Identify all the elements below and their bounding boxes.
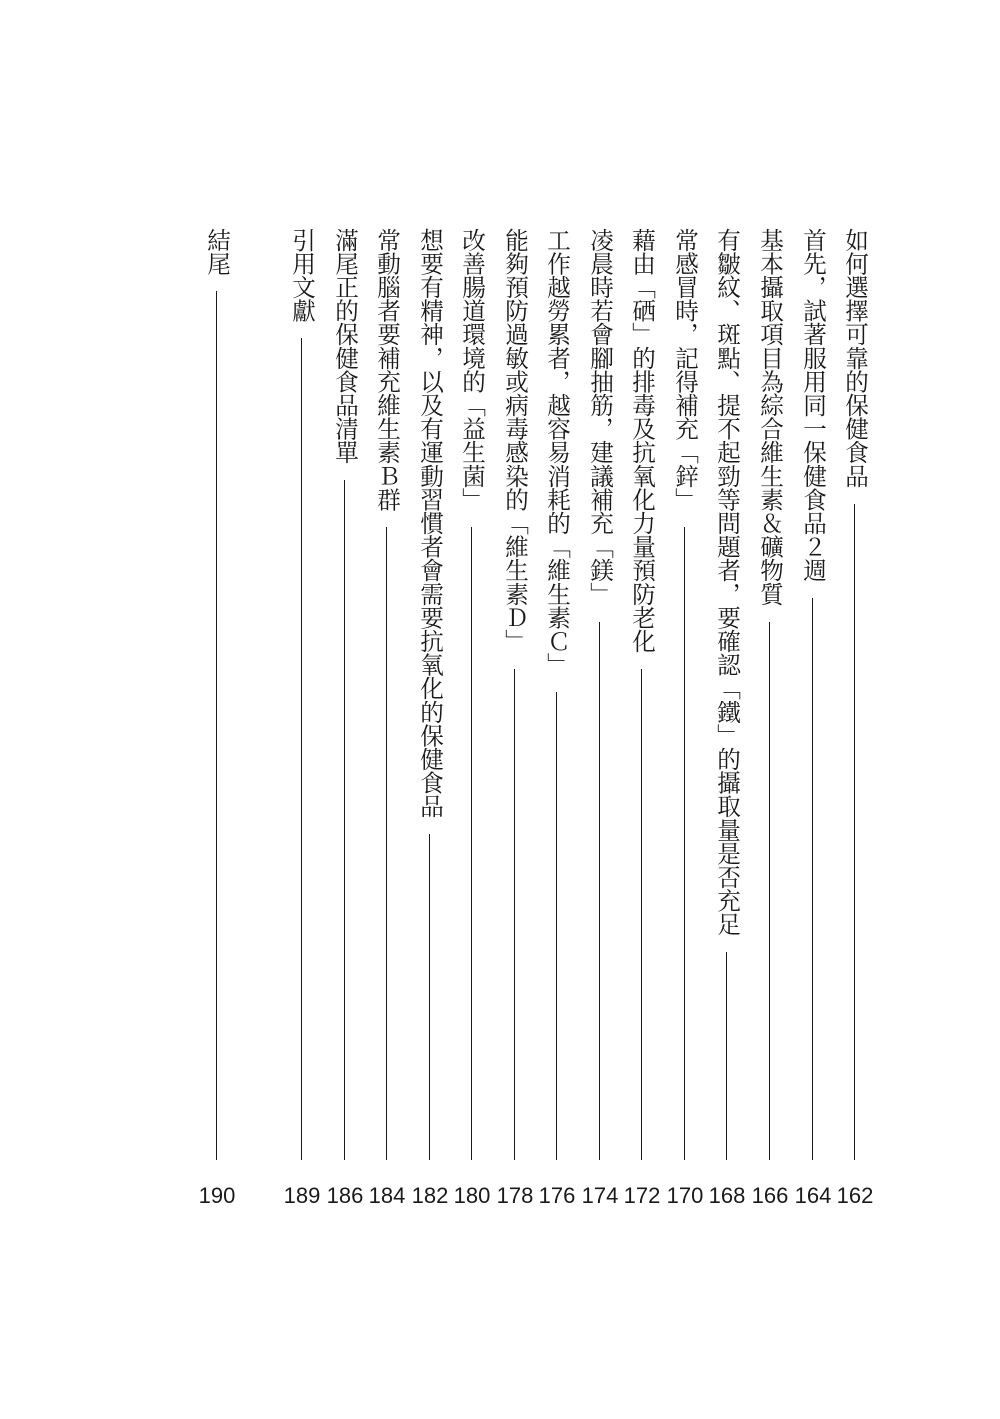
toc-entry[interactable] [581,228,619,1208]
toc-entry-title: 常動腦者要補充維生素Ｂ群 [373,228,401,512]
toc-entry[interactable] [496,228,534,1208]
toc-entry[interactable] [411,228,449,1208]
toc-entry-title: 有皺紋、斑點、提不起勁等問題者，要確認「鐵」的攝取量是否充足 [713,228,741,936]
toc-leader-line [344,480,345,1160]
toc-leader-line [556,692,557,1160]
toc-entry[interactable] [198,228,236,1208]
toc-entry[interactable] [623,228,661,1208]
toc-entry-title: 想要有精神，以及有運動習慣者會需要抗氧化的保健食品 [416,228,444,818]
toc-entry-title: 改善腸道環境的「益生菌」 [458,228,486,512]
toc-entry[interactable] [708,228,746,1208]
toc-page-number: 164 [794,1183,832,1208]
toc-entry[interactable] [794,228,832,1208]
toc-entry[interactable] [283,228,321,1208]
toc-leader-line [301,338,302,1160]
toc-entry-title: 藉由「硒」的排毒及抗氧化力量預防老化 [628,228,656,653]
toc-leader-line [471,527,472,1160]
toc-page-number: 162 [836,1183,874,1208]
toc-page-number: 172 [623,1183,661,1208]
toc-leader-line [599,622,600,1160]
toc-page-number: 180 [453,1183,491,1208]
toc-leader-line [429,834,430,1160]
toc-entry[interactable] [836,228,874,1208]
toc-entry[interactable] [326,228,364,1208]
toc-entry-title: 滿尾正的保健食品清單 [331,228,359,464]
toc-leader-line [386,527,387,1160]
toc-leader-line [514,669,515,1160]
toc-page-number: 178 [496,1183,534,1208]
toc-leader-line [684,527,685,1160]
toc-entry-title: 如何選擇可靠的保健食品 [841,228,869,488]
toc-leader-line [726,952,727,1160]
toc-page-number: 168 [708,1183,746,1208]
toc-entry-title: 首先，試著服用同一保健食品２週 [799,228,827,582]
toc-leader-line [854,504,855,1160]
toc-entry-title: 工作越勞累者，越容易消耗的「維生素Ｃ」 [543,228,571,677]
toc-page-number: 170 [666,1183,704,1208]
toc-entry[interactable] [368,228,406,1208]
toc-page-number: 166 [751,1183,789,1208]
toc-entry-title: 常感冒時，記得補充「鋅」 [671,228,699,512]
toc-entry[interactable] [751,228,789,1208]
toc-entry-title: 引用文獻 [288,228,316,323]
toc-entry[interactable] [666,228,704,1208]
toc-entry-title: 基本攝取項目為綜合維生素＆礦物質 [756,228,784,606]
toc-entry[interactable] [453,228,491,1208]
toc-page-number: 186 [326,1183,364,1208]
toc-page-number: 184 [368,1183,406,1208]
toc-entry[interactable] [538,228,576,1208]
toc-page-number: 182 [411,1183,449,1208]
toc-leader-line [641,669,642,1160]
toc-entry-title: 能夠預防過敏或病毒感染的「維生素Ｄ」 [501,228,529,653]
toc-leader-line [812,598,813,1160]
toc-page-number: 189 [283,1183,321,1208]
toc-leader-line [216,291,217,1160]
toc-page-number: 176 [538,1183,576,1208]
toc-page-number: 190 [198,1183,236,1208]
toc-page-number: 174 [581,1183,619,1208]
toc-entry-title: 凌晨時若會腳抽筋，建議補充「鎂」 [586,228,614,606]
toc-leader-line [769,622,770,1160]
toc-entry-title: 結尾 [203,228,231,276]
